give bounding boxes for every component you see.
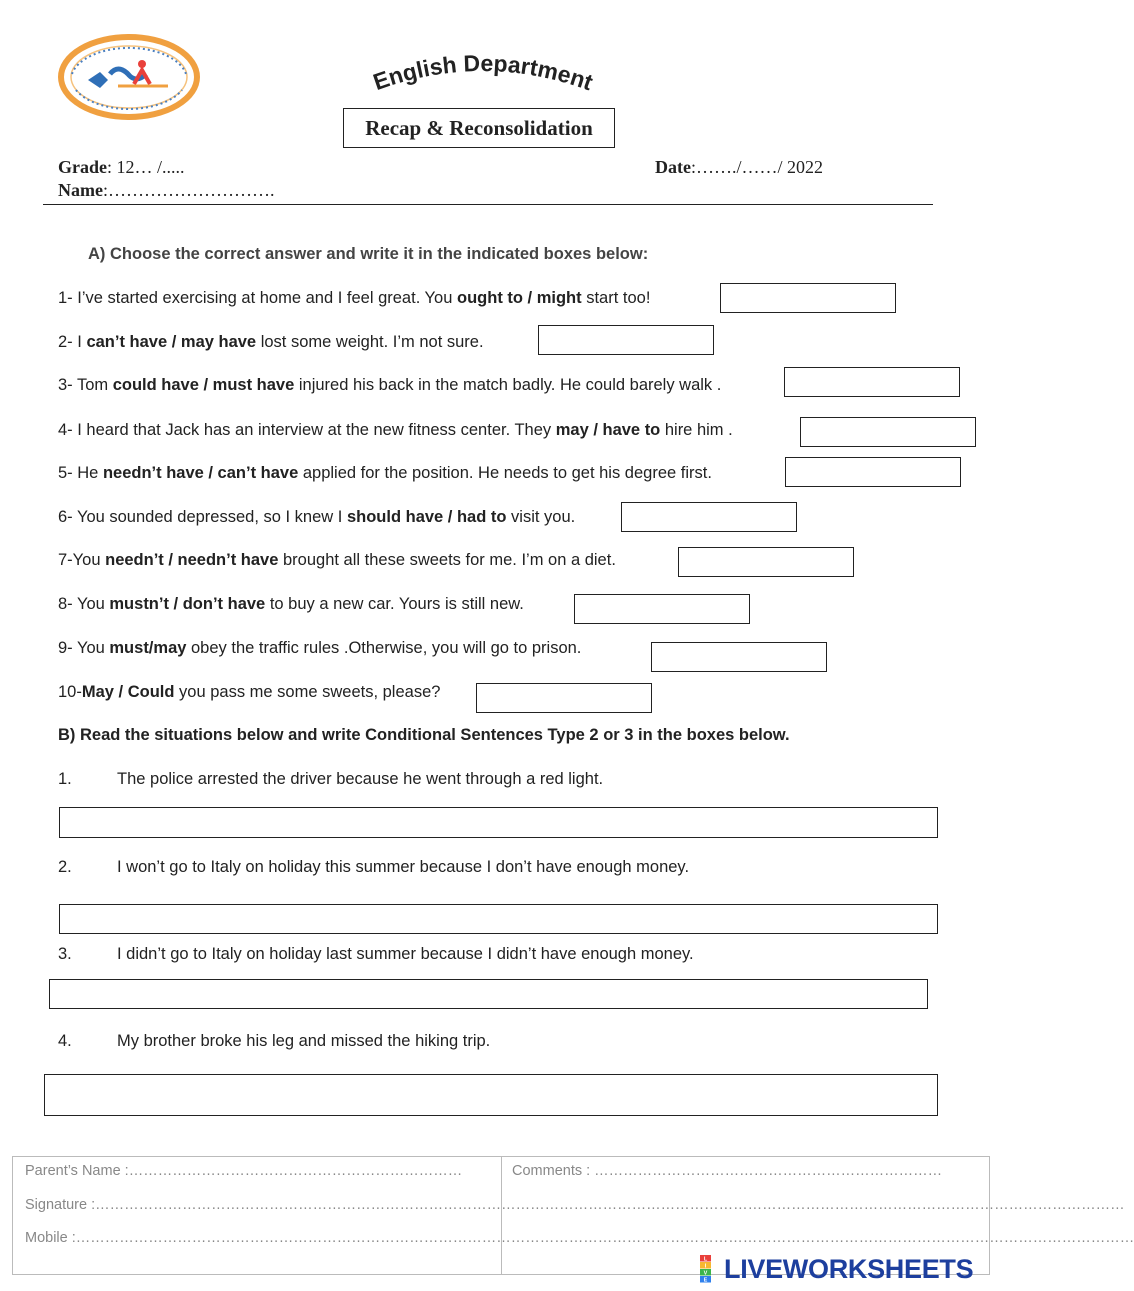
section-b-heading: B) Read the situations below and write Conditional Sentences Type 2 or 3 in the boxes below. bbox=[58, 726, 790, 744]
grade-line bbox=[58, 157, 185, 178]
answer-box-9[interactable] bbox=[651, 642, 827, 672]
situation-3: I didn’t go to Italy on holiday last summer because I didn’t have enough money. bbox=[117, 945, 694, 963]
svg-text:V: V bbox=[703, 1270, 708, 1277]
question-8: 8- You mustn’t / don’t have to buy a new car. Yours is still new. bbox=[58, 595, 524, 613]
situation-number-3: 3. bbox=[58, 945, 72, 963]
grade-label: Grade bbox=[58, 157, 107, 177]
date-value: :……./……/ 2022 bbox=[690, 157, 823, 177]
question-10: 10-May / Could you pass me some sweets, please? bbox=[58, 683, 441, 701]
worksheet-title bbox=[343, 108, 615, 148]
answer-box-5[interactable] bbox=[785, 457, 961, 487]
conditional-answer-box-1[interactable] bbox=[59, 807, 938, 838]
header-divider bbox=[43, 204, 933, 205]
question-4: 4- I heard that Jack has an interview at the new fitness center. They may / have to hire him . bbox=[58, 421, 733, 439]
date-line bbox=[655, 157, 823, 178]
liveworksheets-logo bbox=[700, 1253, 973, 1285]
conditional-answer-box-3[interactable] bbox=[49, 979, 928, 1009]
name-value: :………………………. bbox=[102, 180, 275, 200]
answer-box-1[interactable] bbox=[720, 283, 896, 313]
signature-field[interactable]: Signature :…………………………………………………………………………………………………………………………………………………………………………………………… bbox=[25, 1197, 1125, 1213]
answer-box-4[interactable] bbox=[800, 417, 976, 447]
worksheet-title-text: Recap & Reconsolidation bbox=[365, 115, 593, 140]
situation-number-4: 4. bbox=[58, 1032, 72, 1050]
section-a-heading: A) Choose the correct answer and write it in the indicated boxes below: bbox=[88, 245, 649, 263]
answer-box-6[interactable] bbox=[621, 502, 797, 532]
svg-text:I: I bbox=[704, 1263, 707, 1270]
brand-name: LIVEWORKSHEETS bbox=[724, 1253, 974, 1284]
parent-name-field[interactable]: Parent’s Name :…………………………………………………………… bbox=[25, 1163, 463, 1179]
conditional-answer-box-4[interactable] bbox=[44, 1074, 938, 1116]
question-1: 1- I’ve started exercising at home and I feel great. You ought to / might start too! bbox=[58, 289, 651, 307]
department-title bbox=[350, 52, 615, 102]
question-7: 7-You needn’t / needn’t have brought all these sweets for me. I’m on a diet. bbox=[58, 551, 616, 569]
name-line bbox=[58, 180, 275, 201]
question-9: 9- You must/may obey the traffic rules .Otherwise, you will go to prison. bbox=[58, 639, 582, 657]
situation-number-1: 1. bbox=[58, 770, 72, 788]
situation-1: The police arrested the driver because he went through a red light. bbox=[117, 770, 604, 788]
svg-text:English Department: English Department bbox=[369, 52, 597, 96]
mobile-field[interactable]: Mobile :………………………………………………………………………………………………………………………………………………………………………………………………… bbox=[25, 1230, 1134, 1246]
conditional-answer-box-2[interactable] bbox=[59, 904, 938, 934]
question-6: 6- You sounded depressed, so I knew I should have / had to visit you. bbox=[58, 508, 576, 526]
answer-box-2[interactable] bbox=[538, 325, 714, 355]
question-3: 3- Tom could have / must have injured his back in the match badly. He could barely walk . bbox=[58, 376, 722, 394]
svg-text:E: E bbox=[703, 1277, 708, 1284]
date-label: Date bbox=[655, 157, 691, 177]
answer-box-8[interactable] bbox=[574, 594, 750, 624]
grade-value: : 12… /..... bbox=[107, 157, 185, 177]
brand-blocks-icon bbox=[700, 1255, 724, 1283]
situation-4: My brother broke his leg and missed the hiking trip. bbox=[117, 1032, 491, 1050]
comments-field[interactable]: Comments : ……………………………………………………………… bbox=[512, 1163, 943, 1179]
situation-number-2: 2. bbox=[58, 858, 72, 876]
answer-box-7[interactable] bbox=[678, 547, 854, 577]
answer-box-3[interactable] bbox=[784, 367, 960, 397]
question-2: 2- I can’t have / may have lost some weight. I’m not sure. bbox=[58, 333, 484, 351]
answer-box-10[interactable] bbox=[476, 683, 652, 713]
name-label: Name bbox=[58, 180, 103, 200]
situation-2: I won’t go to Italy on holiday this summer because I don’t have enough money. bbox=[117, 858, 690, 876]
parent-info-divider bbox=[501, 1157, 502, 1274]
svg-text:L: L bbox=[703, 1256, 708, 1263]
school-logo bbox=[58, 34, 200, 120]
question-5: 5- He needn’t have / can’t have applied for the position. He needs to get his degree first. bbox=[58, 464, 712, 482]
